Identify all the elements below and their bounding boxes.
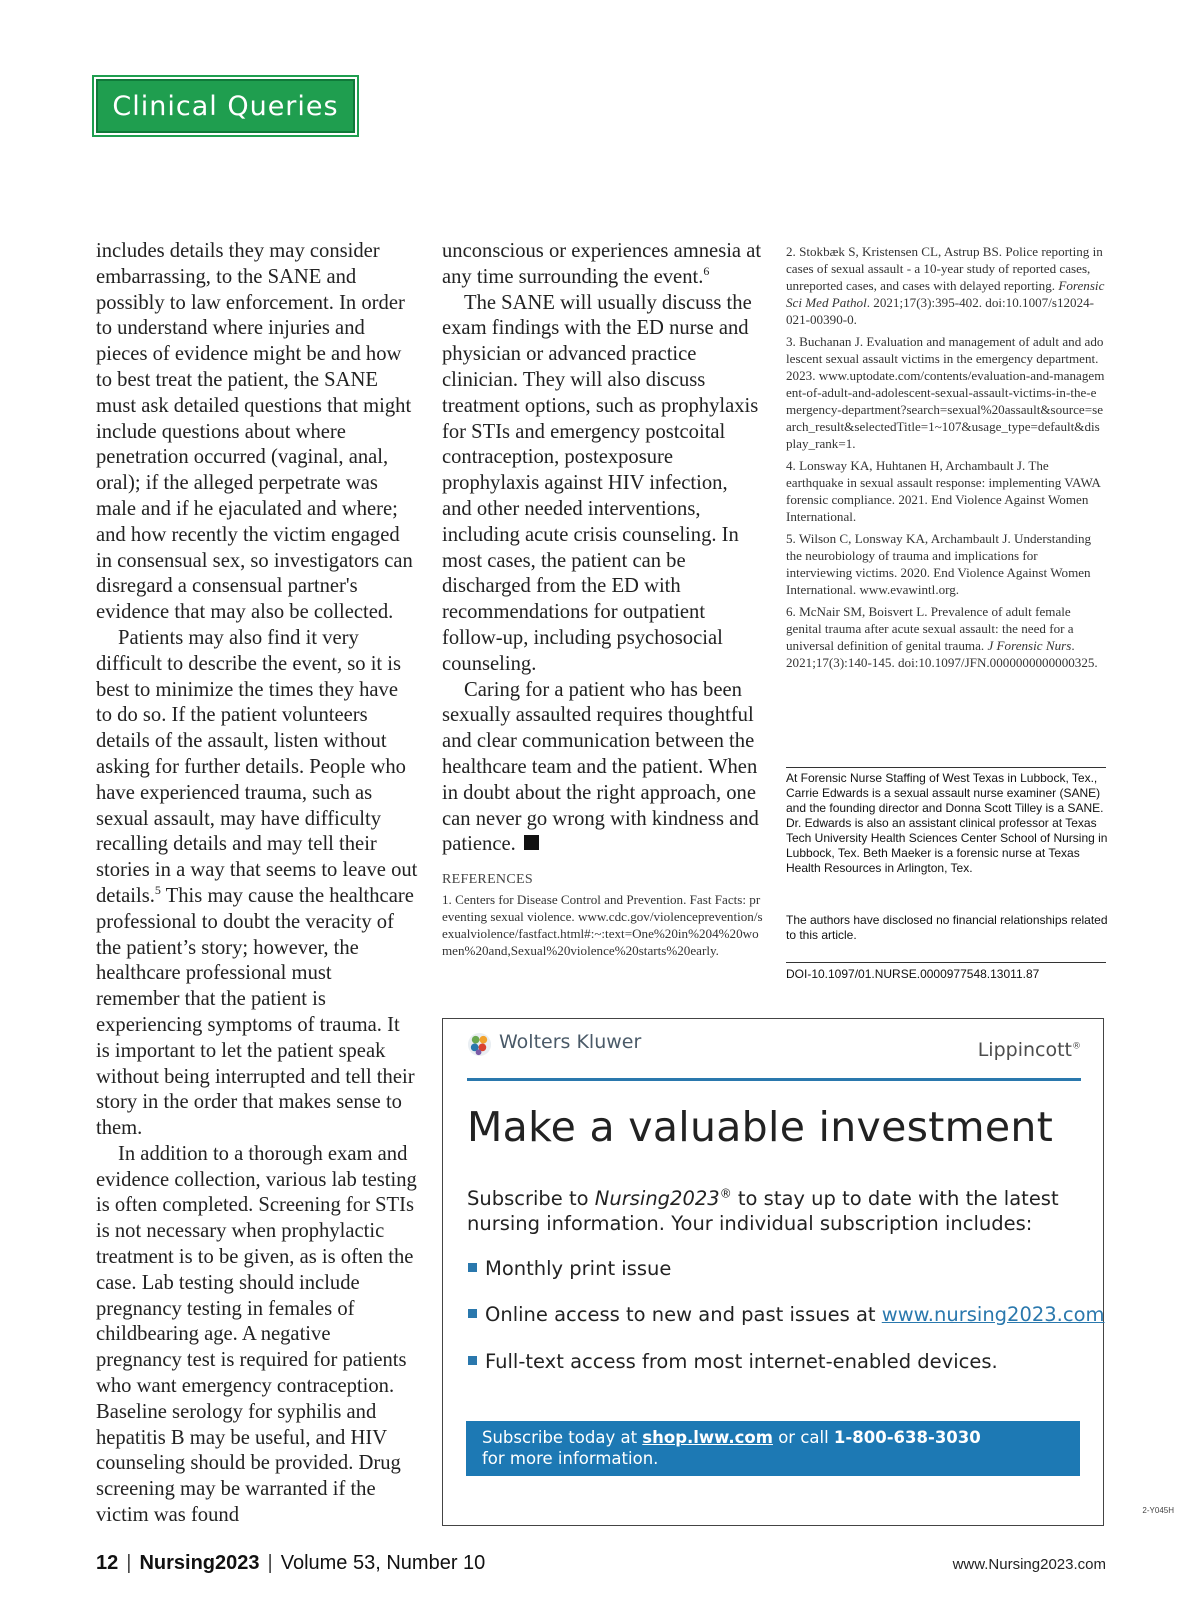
author-bio: At Forensic Nurse Staffing of West Texas in Lubbock, Tex., Carrie Edwards is a sexual assault nurse examiner (SANE) and the founding director and Donna Scott Tilley is a SANE. Dr. Edwards is also an assistant clinical professor at Texas Tech University Health Sciences Center School of Nursing in Lubbock, Tex. Beth Maeker is a forensic nurse at Texas Health Resources in Arlington, Tex. bbox=[786, 771, 1108, 875]
references-heading: REFERENCES bbox=[442, 872, 533, 887]
section-title: Clinical Queries bbox=[112, 91, 339, 122]
divider bbox=[786, 767, 1106, 768]
ad-brand: Wolters Kluwer bbox=[499, 1031, 642, 1053]
page-number: 12 bbox=[96, 1552, 119, 1574]
issue-info: Volume 53, Number 10 bbox=[280, 1552, 486, 1574]
divider bbox=[467, 1078, 1081, 1081]
paragraph: Caring for a patient who has been sexually assaulted requires thoughtful and clear communication between the healthcare team and the patient. When in doubt about the right approach, one can never go wrong with kindness and patience. bbox=[442, 678, 759, 856]
ad-bullet: Online access to new and past issues at www.nursing2023.com bbox=[468, 1303, 1105, 1326]
disclosure: The authors have disclosed no financial relationships related to this article. bbox=[786, 913, 1108, 942]
bullet-icon bbox=[468, 1356, 477, 1365]
body-column-1 bbox=[96, 239, 418, 1529]
body-column-2 bbox=[442, 239, 762, 858]
ad-headline: Make a valuable investment bbox=[467, 1103, 1054, 1151]
reference-item: 6. McNair SM, Boisvert L. Prevalence of adult female genital trauma after acute sexual assault: the need for a universal definition of genital trauma. J Forensic Nurs. 2021;17(3):140-145. doi:10.1097/JFN.0000000000000325. bbox=[786, 604, 1098, 670]
bullet-icon bbox=[468, 1309, 477, 1318]
footer-site: www.Nursing2023.com bbox=[952, 1556, 1106, 1573]
ad-publisher: Lippincott® bbox=[977, 1039, 1081, 1061]
paragraph: unconscious or experiences amnesia at any time surrounding the event.$^6$ bbox=[442, 240, 762, 288]
wolters-kluwer-logo-icon bbox=[467, 1032, 492, 1057]
references-continued bbox=[786, 243, 1106, 676]
phone-number: 1-800-638-3030 bbox=[833, 1428, 981, 1447]
nursing-site-link[interactable]: www.nursing2023.com bbox=[881, 1303, 1105, 1326]
ad-bullet: Monthly print issue bbox=[468, 1257, 671, 1280]
references-start bbox=[442, 864, 764, 964]
reference-item: 5. Wilson C, Lonsway KA, Archambault J. Understanding the neurobiology of trauma and implications for interviewing victims. 2020. End Violence Against Women International. www.evawintl.org. bbox=[786, 531, 1092, 597]
paragraph: Patients may also find it very difficult to describe the event, so it is best to minimize the times they have to do so. If the patient volunteers details of the assault, listen without asking for further details. People who have experienced trauma, such as sexual assault, may have difficulty recalling details and may tell their stories in a way that seems to leave out details.$^5$ This may cause the healthcare professional to doubt the veracity of the patient’s story; however, the healthcare professional must remember that the patient is experiencing symptoms of trauma. It is important to let the patient speak without being interrupted and tell their story in the order that makes sense to them. bbox=[96, 626, 418, 1140]
ad-call-to-action: Subscribe today at shop.lww.com or call 1-800-638-3030 for more information. bbox=[466, 1421, 1080, 1476]
ad-bullet: Full-text access from most internet-enabled devices. bbox=[468, 1350, 998, 1373]
page-footer: 12 | Nursing2023 | Volume 53, Number 10 bbox=[96, 1552, 486, 1574]
doi: DOI-10.1097/01.NURSE.0000977548.13011.87 bbox=[786, 967, 1040, 981]
reference-item: 2. Stokbæk S, Kristensen CL, Astrup BS. Police reporting in cases of sexual assault - a 10-year study of reported cases, unreported cases, and cases with delayed reporting. Forensic Sci Med Pathol. 2021;17(3):395-402. doi:10.1007/s12024-021-00390-0. bbox=[786, 244, 1105, 327]
journal-name: Nursing2023 bbox=[139, 1552, 260, 1574]
section-tag bbox=[96, 79, 355, 133]
reference-item: 4. Lonsway KA, Huhtanen H, Archambault J. The earthquake in sexual assault response: implementing VAWA forensic compliance. 2021. End Violence Against Women International. bbox=[786, 458, 1101, 524]
reference-item: 3. Buchanan J. Evaluation and management of adult and adolescent sexual assault victims in the emergency department. 2023. www.uptodate.com/contents/evaluation-and-management-of-adult-and-adolescent-sexual-assault-victims-in-the-emergency-department?search=sexual%20assault&source=search_result&selectedTitle=1~107&usage_type=default&display_rank=1. bbox=[786, 334, 1105, 451]
ad-intro: Subscribe to Nursing2023® to stay up to date with the latest nursing information. Your individual subscription includes: bbox=[467, 1186, 1059, 1235]
paragraph: In addition to a thorough exam and evidence collection, various lab testing is often completed. Screening for STIs is not necessary when prophylactic treatment is to be given, as is often the case. Lab testing should include pregnancy testing in females of childbearing age. A negative pregnancy test is required for patients who want emergency contraception. Baseline serology for syphilis and hepatitis B may be useful, and HIV counseling should be provided. Drug screening may be warranted if the victim was found bbox=[96, 1142, 417, 1527]
shop-link[interactable]: shop.lww.com bbox=[642, 1428, 773, 1447]
bullet-icon bbox=[468, 1263, 477, 1272]
paragraph: includes details they may consider embarrassing, to the SANE and possibly to law enforcement. In order to understand where injuries and pieces of evidence might be and how to best treat the patient, the SANE must ask detailed questions that might include questions about where penetration occurred (vaginal, anal, oral); if the alleged perpetrate was male and if he ejaculated and where; and how recently the victim engaged in consensual sex, so investigators can disregard a consensual partner's evidence that may also be collected. bbox=[96, 240, 413, 624]
reference-item: 1. Centers for Disease Control and Prevention. Fast Facts: preventing sexual violence. www.cdc.gov/violenceprevention/sexualviolence/fastfact.html#:~:text=One%20in%204%20women%20and,Sexual%20violence%20starts%20early. bbox=[442, 892, 763, 958]
ad-code: 2-Y045H bbox=[1142, 1506, 1174, 1515]
divider bbox=[786, 962, 1106, 963]
paragraph: The SANE will usually discuss the exam findings with the ED nurse and physician or advanced practice clinician. They will also discuss treatment options, such as prophylaxis for STIs and emergency postcoital contraception, postexposure prophylaxis against HIV infection, and other needed interventions, including acute crisis counseling. In most cases, the patient can be discharged from the ED with recommendations for outpatient follow-up, including psychosocial counseling. bbox=[442, 291, 759, 675]
end-mark-icon bbox=[524, 835, 539, 850]
